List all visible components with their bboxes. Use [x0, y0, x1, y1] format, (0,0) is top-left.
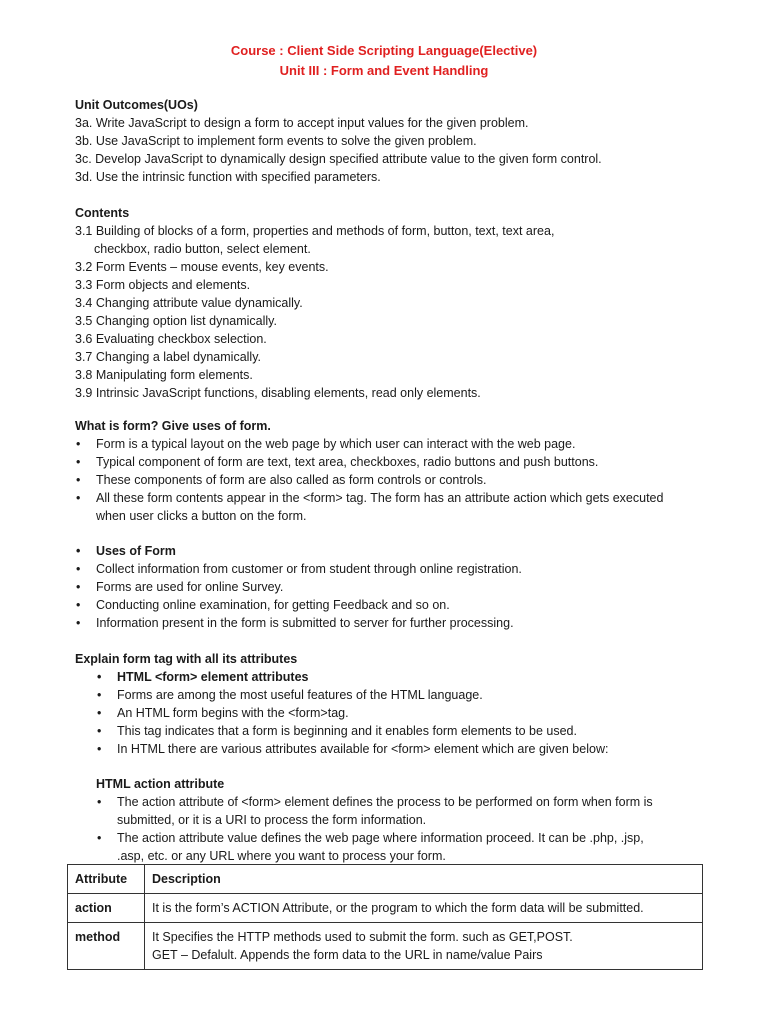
unit-outcomes-section	[75, 96, 715, 186]
what-is-form-heading: What is form? Give uses of form.	[75, 419, 271, 433]
course-title: Course : Client Side Scripting Language(Elective)	[230, 43, 538, 58]
list-item: • Information present in the form is submitted to server for further processing.	[75, 614, 715, 632]
table-header-row	[68, 865, 703, 894]
uses-heading: • Uses of Form	[75, 542, 715, 560]
contents-item: 3.2 Form Events – mouse events, key events.	[75, 260, 329, 274]
contents-item: 3.7 Changing a label dynamically.	[75, 350, 261, 364]
what-is-form-list	[75, 435, 715, 507]
action-attribute-section	[96, 775, 716, 865]
list-item: • In HTML there are various attributes available for <form> element which are given below:	[96, 740, 716, 758]
list-item: • Forms are among the most useful features of the HTML language.	[96, 686, 716, 704]
list-item: • These components of form are also called as form controls or controls.	[75, 471, 715, 489]
list-item-continuation: when user clicks a button on the form.	[96, 509, 307, 523]
list-item	[96, 829, 716, 865]
form-tag-list	[96, 668, 716, 758]
description-line: GET – Defalult. Appends the form data to the URL in name/value Pairs	[152, 948, 543, 962]
outcomes-heading: Unit Outcomes(UOs)	[75, 98, 198, 112]
list-item: • All these form contents appear in the <form> tag. The form has an attribute action which gets executed	[75, 489, 715, 507]
contents-item: 3.9 Intrinsic JavaScript functions, disabling elements, read only elements.	[75, 386, 481, 400]
table-row	[68, 894, 703, 923]
what-is-form-section	[75, 417, 715, 525]
outcome-item: 3d. Use the intrinsic function with specified parameters.	[75, 170, 381, 184]
list-item-line: The action attribute of <form> element defines the process to be performed on form when form is	[117, 795, 653, 809]
list-item: • Collect information from customer or from student through online registration.	[75, 560, 715, 578]
table-cell-description	[145, 923, 703, 970]
action-attribute-heading: HTML action attribute	[96, 777, 225, 791]
list-item-line: The action attribute value defines the web page where information proceed. It can be .php, .jsp,	[117, 831, 644, 845]
table-header-cell: Attribute	[68, 865, 145, 894]
uses-list	[75, 542, 715, 632]
contents-item: checkbox, radio button, select element.	[94, 242, 311, 256]
form-attributes-table	[67, 864, 703, 970]
contents-heading: Contents	[75, 206, 130, 220]
contents-item: 3.5 Changing option list dynamically.	[75, 314, 277, 328]
table-cell-description: It is the form’s ACTION Attribute, or the program to which the form data will be submitted.	[145, 894, 703, 923]
table-row	[68, 923, 703, 970]
form-tag-heading: Explain form tag with all its attributes	[75, 652, 298, 666]
form-tag-subheading: • HTML <form> element attributes	[96, 668, 716, 686]
contents-item: 3.3 Form objects and elements.	[75, 278, 251, 292]
contents-item: 3.6 Evaluating checkbox selection.	[75, 332, 267, 346]
action-attribute-list	[96, 793, 716, 865]
outcome-item: 3c. Develop JavaScript to dynamically design specified attribute value to the given form control.	[75, 152, 602, 166]
contents-item: 3.1 Building of blocks of a form, properties and methods of form, button, text, text area,	[75, 224, 555, 238]
list-item	[96, 793, 716, 829]
uses-of-form-section	[75, 542, 715, 632]
outcome-item: 3b. Use JavaScript to implement form events to solve the given problem.	[75, 134, 477, 148]
outcome-item: 3a. Write JavaScript to design a form to accept input values for the given problem.	[75, 116, 529, 130]
list-item-line: submitted, or it is a URI to process the form information.	[117, 813, 427, 827]
list-item: • Conducting online examination, for getting Feedback and so on.	[75, 596, 715, 614]
unit-title: Unit III : Form and Event Handling	[279, 63, 489, 78]
description-line: It Specifies the HTTP methods used to submit the form. such as GET,POST.	[152, 930, 573, 944]
list-item: • Forms are used for online Survey.	[75, 578, 715, 596]
table-cell-attribute: method	[68, 923, 145, 970]
form-tag-heading-block	[75, 650, 715, 668]
list-item-line: .asp, etc. or any URL where you want to process your form.	[117, 849, 446, 863]
table-header-cell: Description	[145, 865, 703, 894]
list-item: • Form is a typical layout on the web page by which user can interact with the web page.	[75, 435, 715, 453]
list-item: • Typical component of form are text, text area, checkboxes, radio buttons and push buttons.	[75, 453, 715, 471]
list-item: • An HTML form begins with the <form>tag.	[96, 704, 716, 722]
form-tag-section	[96, 668, 716, 758]
contents-section	[75, 204, 715, 402]
contents-item: 3.8 Manipulating form elements.	[75, 368, 253, 382]
list-item: • This tag indicates that a form is beginning and it enables form elements to be used.	[96, 722, 716, 740]
contents-item: 3.4 Changing attribute value dynamically.	[75, 296, 303, 310]
table-cell-attribute: action	[68, 894, 145, 923]
